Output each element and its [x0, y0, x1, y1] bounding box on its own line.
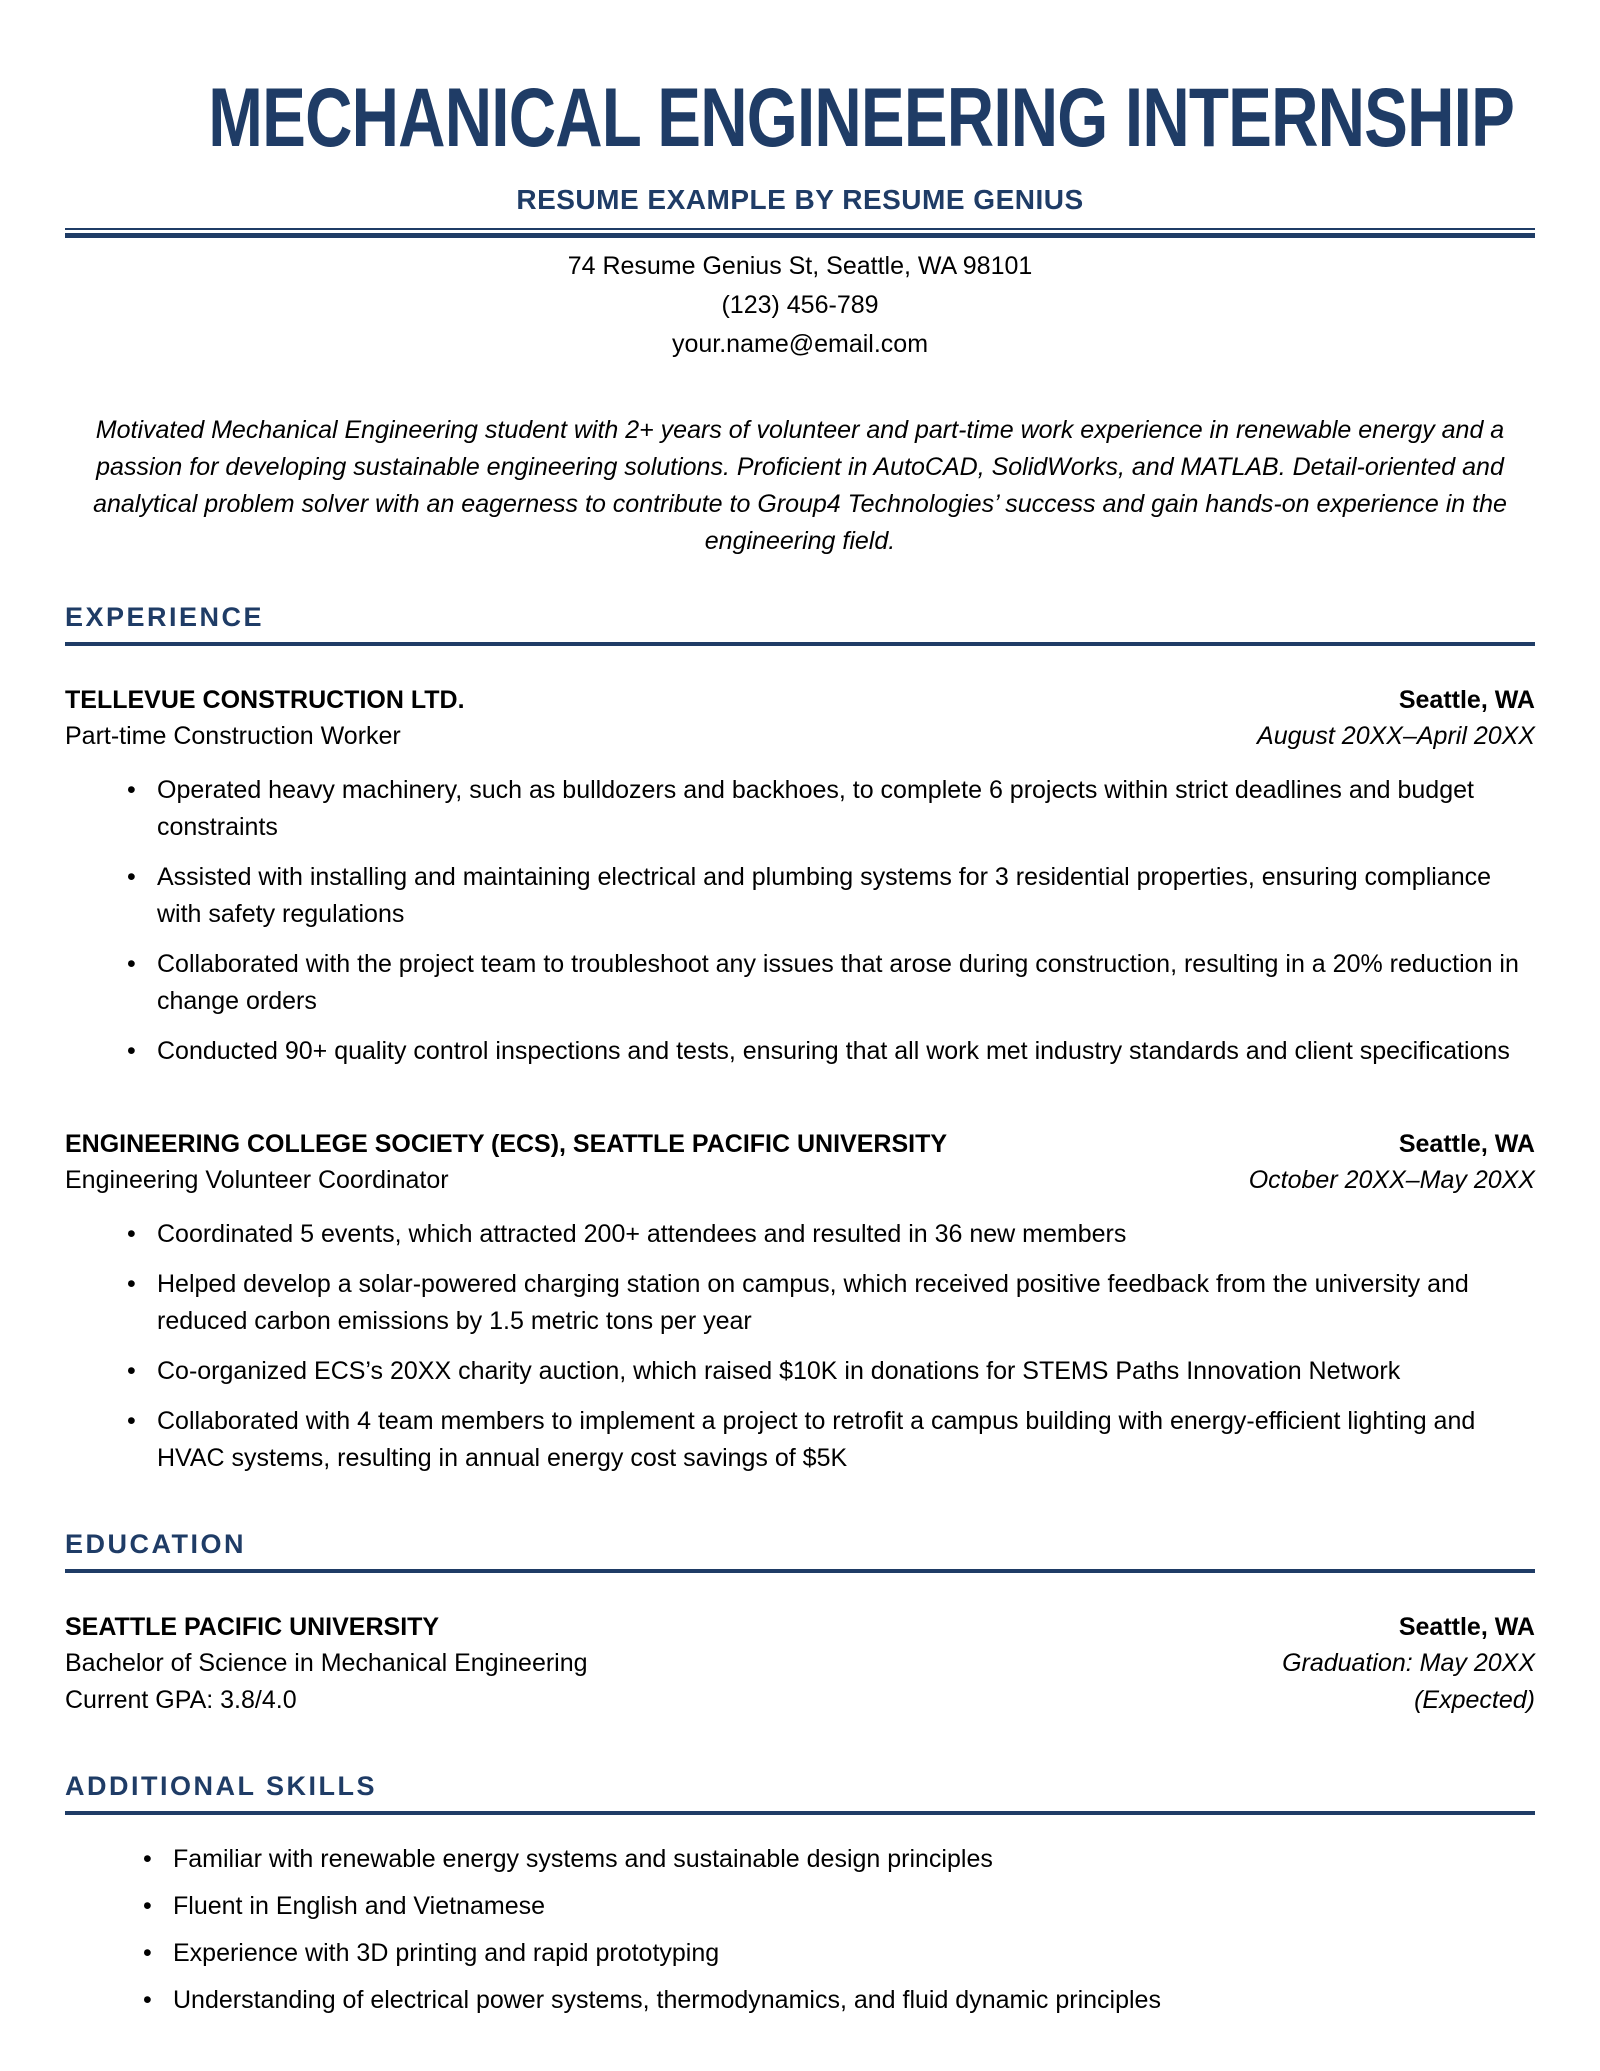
- skill-item: • Experience with 3D printing and rapid prototyping: [65, 1935, 1535, 1972]
- job-bullet: • Conducted 90+ quality control inspections and tests, ensuring that all work met industry standards and client specifications: [65, 1033, 1535, 1070]
- experience-divider: [65, 642, 1535, 646]
- company-name: TELLEVUE CONSTRUCTION LTD.: [65, 686, 465, 714]
- skill-item: • Fluent in English and Vietnamese: [65, 1888, 1535, 1925]
- job-bullet-list: [65, 772, 1535, 1070]
- graduation-date: Graduation: May 20XX: [1282, 1649, 1535, 1677]
- title-wrap: [65, 0, 1535, 164]
- entry-header-row: [65, 1609, 1535, 1645]
- education-divider: [65, 1569, 1535, 1573]
- skills-divider: [65, 1811, 1535, 1815]
- company-location: Seattle, WA: [1398, 686, 1535, 714]
- gpa: Current GPA: 3.8/4.0: [65, 1686, 297, 1714]
- skill-item: • Familiar with renewable energy systems and sustainable design principles: [65, 1841, 1535, 1878]
- contact-address: 74 Resume Genius St, Seattle, WA 98101: [567, 252, 1033, 280]
- job-bullet: • Collaborated with the project team to troubleshoot any issues that arose during construction, resulting in a 20% reduction in change orders: [65, 946, 1535, 1020]
- job-bullet: • Collaborated with 4 team members to implement a project to retrofit a campus building with energy-efficient lighting and HVAC systems, resulting in annual energy cost savings of $5K: [65, 1403, 1535, 1477]
- job-dates: October 20XX–May 20XX: [1248, 1166, 1535, 1194]
- skill-item: • Understanding of electrical power systems, thermodynamics, and fluid dynamic principles: [65, 1982, 1535, 2019]
- degree: Bachelor of Science in Mechanical Engineering: [65, 1649, 588, 1677]
- contact-block: [65, 247, 1535, 364]
- header-subtitle: RESUME EXAMPLE BY RESUME GENIUS: [516, 184, 1084, 215]
- experience-heading: EXPERIENCE: [65, 602, 265, 632]
- education-gpa-row: [65, 1682, 1535, 1719]
- skills-list: [65, 1841, 1535, 2019]
- job-bullet-list: [65, 1216, 1535, 1477]
- entry-subheader-row: [65, 1162, 1535, 1198]
- section-experience: [65, 602, 1535, 1477]
- section-education: [65, 1529, 1535, 1719]
- job-bullet: • Operated heavy machinery, such as bulldozers and backhoes, to complete 6 projects within strict deadlines and budget constraints: [65, 772, 1535, 846]
- header-divider-thick-line: [65, 233, 1535, 238]
- skills-heading: ADDITIONAL SKILLS: [65, 1771, 377, 1801]
- header-divider: [65, 228, 1535, 238]
- section-additional-skills: [65, 1771, 1535, 2019]
- page-title: MECHANICAL ENGINEERING INTERNSHIP: [208, 71, 1515, 164]
- contact-email: your.name@email.com: [671, 330, 929, 358]
- job-title: Engineering Volunteer Coordinator: [65, 1166, 449, 1194]
- entry-subheader-row: [65, 718, 1535, 754]
- experience-entry-2: [65, 1126, 1535, 1477]
- graduation-expected: (Expected): [1414, 1686, 1535, 1714]
- job-bullet: • Co-organized ECS’s 20XX charity auction, which raised $10K in donations for STEMS Paths Innovation Network: [65, 1353, 1535, 1390]
- education-degree-row: [65, 1645, 1535, 1682]
- school-location: Seattle, WA: [1398, 1613, 1535, 1641]
- education-heading: EDUCATION: [65, 1529, 246, 1559]
- entry-header-row: [65, 682, 1535, 718]
- summary-paragraph: Motivated Mechanical Engineering student with 2+ years of volunteer and part-time work experience in renewable energy and a passion for developing sustainable engineering solutions. Proficient in AutoCAD, SolidWorks, and MATLAB. Detail-oriented and analytical problem solver with an eagerness to contribute to Group4 Technologies’ success and gain hands-on experience in the engineering field.: [93, 416, 1507, 555]
- education-entry: [65, 1609, 1535, 1719]
- job-bullet: • Helped develop a solar-powered charging station on campus, which received positive feedback from the university and reduced carbon emissions by 1.5 metric tons per year: [65, 1266, 1535, 1340]
- job-bullet: • Coordinated 5 events, which attracted 200+ attendees and resulted in 36 new members: [65, 1216, 1535, 1253]
- company-name: ENGINEERING COLLEGE SOCIETY (ECS), SEATTLE PACIFIC UNIVERSITY: [65, 1130, 948, 1158]
- job-bullet: • Assisted with installing and maintaining electrical and plumbing systems for 3 residential properties, ensuring compliance with safety regulations: [65, 859, 1535, 933]
- company-location: Seattle, WA: [1398, 1130, 1535, 1158]
- school-name: SEATTLE PACIFIC UNIVERSITY: [65, 1613, 440, 1641]
- contact-phone: (123) 456-789: [721, 291, 879, 319]
- entry-header-row: [65, 1126, 1535, 1162]
- job-dates: August 20XX–April 20XX: [1257, 722, 1535, 750]
- experience-entry-1: [65, 682, 1535, 1070]
- resume-header: [65, 0, 1535, 364]
- job-title: Part-time Construction Worker: [65, 722, 401, 750]
